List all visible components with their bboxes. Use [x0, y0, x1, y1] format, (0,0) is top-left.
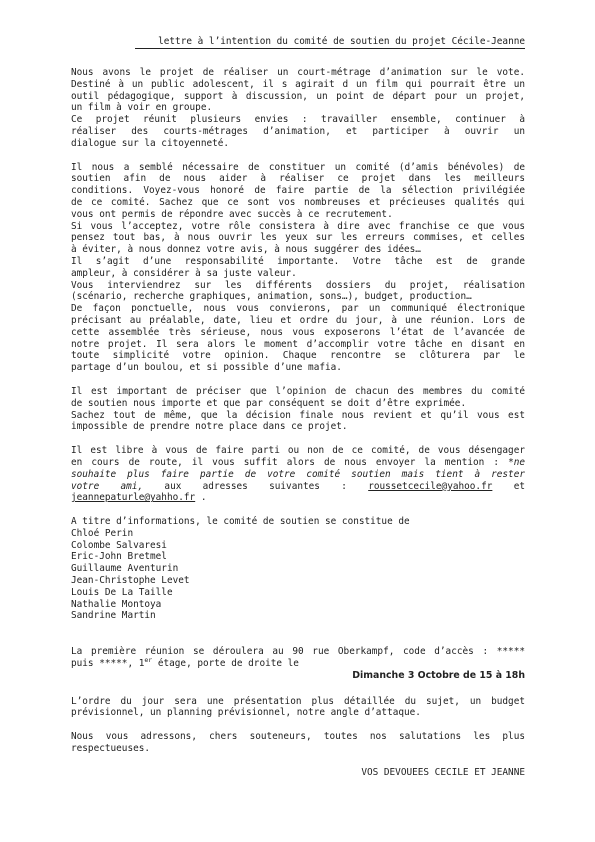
superscript: er [144, 655, 153, 664]
text-line: Il s’agit d’une responsabilité importante. Votre tâche est de grande [71, 255, 525, 267]
text-line: De façon ponctuelle, nous vous convierons, par un communiqué électronique [71, 303, 525, 315]
text-line: précisant au préalable, date, lieu et ordre du jour, à une réunion. Lors de [71, 314, 525, 326]
paragraph-agenda [71, 696, 525, 720]
paragraph-project [71, 67, 525, 150]
text-line: vous ont permis de répondre avec succès à ce recrutement. [71, 208, 393, 220]
member-name: Sandrine Martin [71, 610, 156, 622]
text-line: Si vous l’acceptez, votre rôle consistera à dire avec franchise ce que vous [71, 220, 525, 232]
text-line: prévisionnel, un planning prévisionnel, notre angle d’attaque. [71, 707, 421, 719]
committee-intro: A titre d’informations, le comité de soutien se constitue de [71, 516, 410, 528]
member-name: Louis De La Taille [71, 586, 173, 598]
letter-body [71, 67, 525, 779]
paragraph-closing [71, 731, 525, 755]
text-line: partage d’un boulou, et si possible d’une mafia. [71, 362, 342, 374]
text-segment: aux adresses suivantes : [164, 480, 347, 492]
text-line: Destiné à un public adolescent, il s agirait d un film qui pourrait être un [71, 78, 525, 90]
text-line [71, 457, 525, 469]
text-segment: et [513, 480, 525, 492]
text-line: Ce projet réunit plusieurs envies : travailler ensemble, continuer à [71, 114, 525, 126]
text-line: Il est libre à vous de faire parti ou non de ce comité, de vous désengager [71, 445, 525, 457]
text-line: toute simplicité votre opinion. Chaque rencontre se clôturera par le [71, 350, 525, 362]
email-link-jeanne[interactable]: jeannepaturle@yahho.fr [71, 492, 196, 504]
text-line: conditions. Voyez-vous honoré de faire partie de la sélection privilégiée [71, 185, 525, 197]
text-line: outil pédagogique, support à discussion, un point de départ pour un projet, [71, 90, 525, 102]
committee-list [71, 516, 525, 622]
text-line: de ce comité. Sachez que ce sont vos nombreuses et précieuses qualités qui [71, 196, 525, 208]
text-line: réaliser des courts-métrages d’animation, et participer à ouvrir un [71, 125, 525, 137]
member-name: Eric-John Bretmel [71, 551, 167, 563]
member-name: Jean-Christophe Levet [71, 575, 190, 587]
text-line: Nous avons le projet de réaliser un court-métrage d’animation sur le vote. [71, 67, 525, 78]
text-line: ampleur, à considérer à sa juste valeur. [71, 267, 297, 279]
text-line: Il est important de préciser que l’opinion de chacun des membres du comité [71, 385, 525, 397]
text-line: pensez tout bas, à nous ouvrir les yeux sur les erreurs commises, et celles [71, 232, 525, 244]
paragraph-leave-committee [71, 445, 525, 504]
text-line: L’ordre du jour sera une présentation plus détaillée du sujet, un budget [71, 695, 525, 707]
text-line: à éviter, à nous donnez votre avis, à nous suggérer des idées… [71, 244, 421, 256]
member-name: Colombe Salvaresi [71, 539, 167, 551]
text-line: un film à voir en groupe. [71, 102, 213, 114]
text-line: La première réunion se déroulera au 90 rue Oberkampf, code d’accès : ***** [71, 646, 525, 658]
member-name: Nathalie Montoya [71, 598, 162, 610]
text-line: souhaite plus faire partie de votre comité soutien mais tient à rester [71, 468, 525, 480]
meeting-date: Dimanche 3 Octobre de 15 à 18h [352, 669, 525, 681]
text-line: Il nous a semblé nécessaire de constituer un comité (d’amis bénévoles) de [71, 161, 525, 173]
text-line: notre projet. Il sera alors le moment d’accomplir votre tâche en disant en [71, 338, 525, 350]
paragraph-committee-role [71, 162, 525, 374]
text-line: Vous interviendrez sur les différents dossiers du projet, réalisation [71, 279, 525, 291]
text-line: Nous vous adressons, chers souteneurs, toutes nos salutations les plus [71, 731, 525, 743]
member-name: Chloé Perin [71, 527, 134, 539]
text-line: respectueuses. [71, 743, 151, 755]
italic-segment: *ne [508, 456, 525, 468]
text-line [71, 655, 525, 670]
text-line: dialogue sur la citoyenneté. [71, 137, 230, 149]
text-line: (scénario, recherche graphiques, animation, sons…), budget, production… [71, 291, 472, 303]
text-line: impossible de prendre notre place dans ce projet. [71, 421, 348, 433]
text-line: cette assemblée très sérieuse, nous vous exposerons l’état de l’avancée de [71, 326, 525, 338]
text-line: de soutien nous importe et que par conséquent se doit d’être exprimée. [71, 397, 467, 409]
text-segment: étage, porte de droite le [152, 658, 299, 670]
email-link-cecile[interactable]: roussetcecile@yahoo.fr [368, 480, 493, 492]
signature: VOS DEVOUEES CECILE ET JEANNE [361, 766, 525, 778]
italic-segment: votre ami, [71, 480, 144, 492]
text-line: Sachez tout de même, que la décision finale nous revient et qu’il vous est [71, 409, 525, 421]
paragraph-opinion [71, 386, 525, 433]
text-line [71, 481, 525, 493]
text-segment: . [195, 492, 207, 504]
page-header: lettre à l’intention du comité de soutien du projet Cécile-Jeanne [135, 36, 525, 49]
meeting-info [71, 646, 525, 681]
member-name: Guillaume Aventurin [71, 563, 179, 575]
text-segment: en cours de route, il vous suffit alors de nous envoyer la mention : [71, 456, 500, 468]
text-line: soutien afin de nous aider à réaliser ce projet dans les meilleurs [71, 173, 525, 185]
text-line [71, 492, 525, 504]
text-segment: puis *****, 1 [71, 658, 145, 670]
